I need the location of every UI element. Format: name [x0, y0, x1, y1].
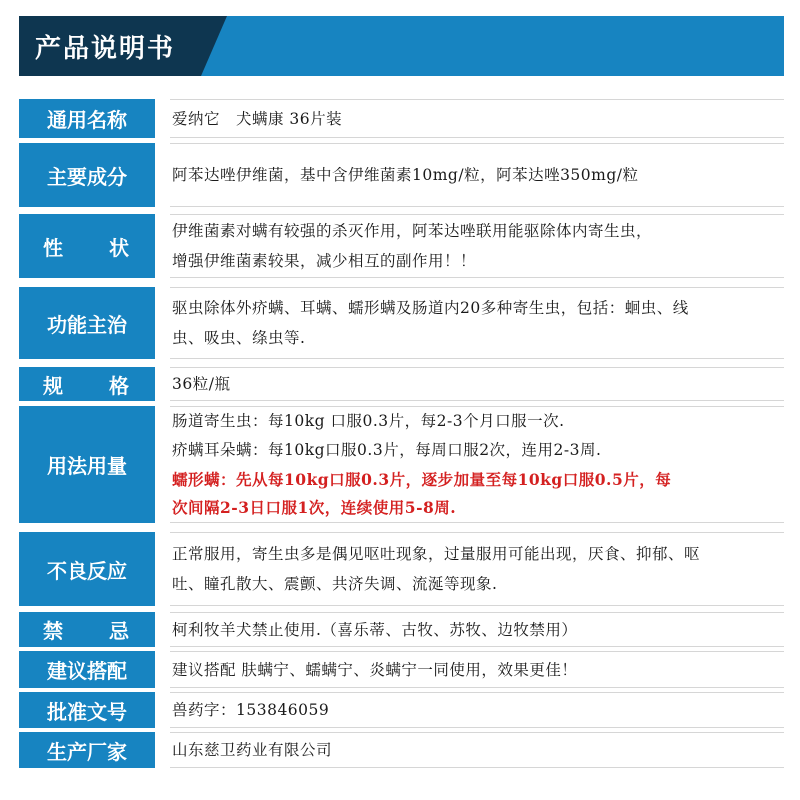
row-text-line: 伊维菌素对螨有较强的杀灭作用，阿苯达唑联用能驱除体内寄生虫，	[172, 222, 653, 240]
row-label: 功能主治	[19, 287, 155, 359]
row-indications	[19, 287, 784, 359]
row-adverse-reactions	[19, 532, 784, 606]
row-text-line: 爱纳它 犬螨康 36片装	[172, 109, 343, 128]
row-value	[170, 651, 784, 688]
row-text-line: 驱虫除体外疥螨、耳螨、蠕形螨及肠道内20多种寄生虫，包括：蛔虫、线	[172, 299, 689, 317]
page-title: 产品说明书	[35, 34, 176, 64]
row-label: 主要成分	[19, 143, 155, 207]
row-specification	[19, 367, 784, 401]
row-label: 用法用量	[19, 406, 155, 523]
row-label: 规 格	[19, 367, 155, 401]
row-text-line-highlight: 次间隔2-3日口服1次，连续使用5-8周.	[172, 498, 457, 518]
row-main-ingredients	[19, 143, 784, 207]
row-text-line: 肠道寄生虫：每10kg 口服0.3片，每2-3个月口服一次.	[172, 412, 565, 430]
row-text-line: 山东慈卫药业有限公司	[172, 741, 333, 759]
header-banner	[19, 16, 784, 76]
row-label: 不良反应	[19, 532, 155, 606]
row-text-line: 虫、吸虫、绦虫等.	[172, 329, 306, 347]
row-value	[170, 214, 784, 278]
row-properties	[19, 214, 784, 278]
row-value	[170, 367, 784, 401]
row-label: 批准文号	[19, 692, 155, 728]
row-text-line: 疥螨耳朵螨：每10kg口服0.3片，每周口服2次，连用2-3周.	[172, 440, 602, 459]
row-value	[170, 692, 784, 728]
row-value	[170, 143, 784, 207]
row-text-line: 正常服用，寄生虫多是偶见呕吐现象，过量服用可能出现，厌食、抑郁、呕	[172, 545, 701, 563]
row-value	[170, 532, 784, 606]
row-value	[170, 612, 784, 647]
row-label: 生产厂家	[19, 732, 155, 768]
row-text-line: 兽药字：153846059	[172, 701, 330, 719]
row-label: 通用名称	[19, 99, 155, 138]
row-manufacturer	[19, 732, 784, 768]
row-text-line: 36粒/瓶	[172, 375, 231, 393]
row-dosage	[19, 406, 784, 523]
row-value	[170, 99, 784, 138]
row-text-line: 吐、瞳孔散大、震颤、共济失调、流涎等现象.	[172, 575, 498, 593]
row-approval-number	[19, 692, 784, 728]
row-label: 性 状	[19, 214, 155, 278]
row-recommended-combination	[19, 651, 784, 688]
row-text-line: 增强伊维菌素较果，减少相互的副作用！！	[172, 252, 477, 270]
row-label: 禁 忌	[19, 612, 155, 647]
row-label: 建议搭配	[19, 651, 155, 688]
row-contraindications	[19, 612, 784, 647]
row-value	[170, 732, 784, 768]
row-text-line: 柯利牧羊犬禁止使用.（喜乐蒂、古牧、苏牧、边牧禁用）	[172, 620, 578, 639]
row-value	[170, 287, 784, 359]
row-value	[170, 406, 784, 523]
row-generic-name	[19, 99, 784, 138]
row-text-line: 阿苯达唑伊维菌，基中含伊维菌素10mg/粒，阿苯达唑350mg/粒	[172, 166, 639, 184]
row-text-line-highlight: 蠕形螨：先从每10kg口服0.3片，逐步加量至每10kg口服0.5片，每	[172, 469, 672, 489]
row-text-line: 建议搭配 肤螨宁、蠕螨宁、炎螨宁一同使用，效果更佳！	[172, 660, 578, 679]
